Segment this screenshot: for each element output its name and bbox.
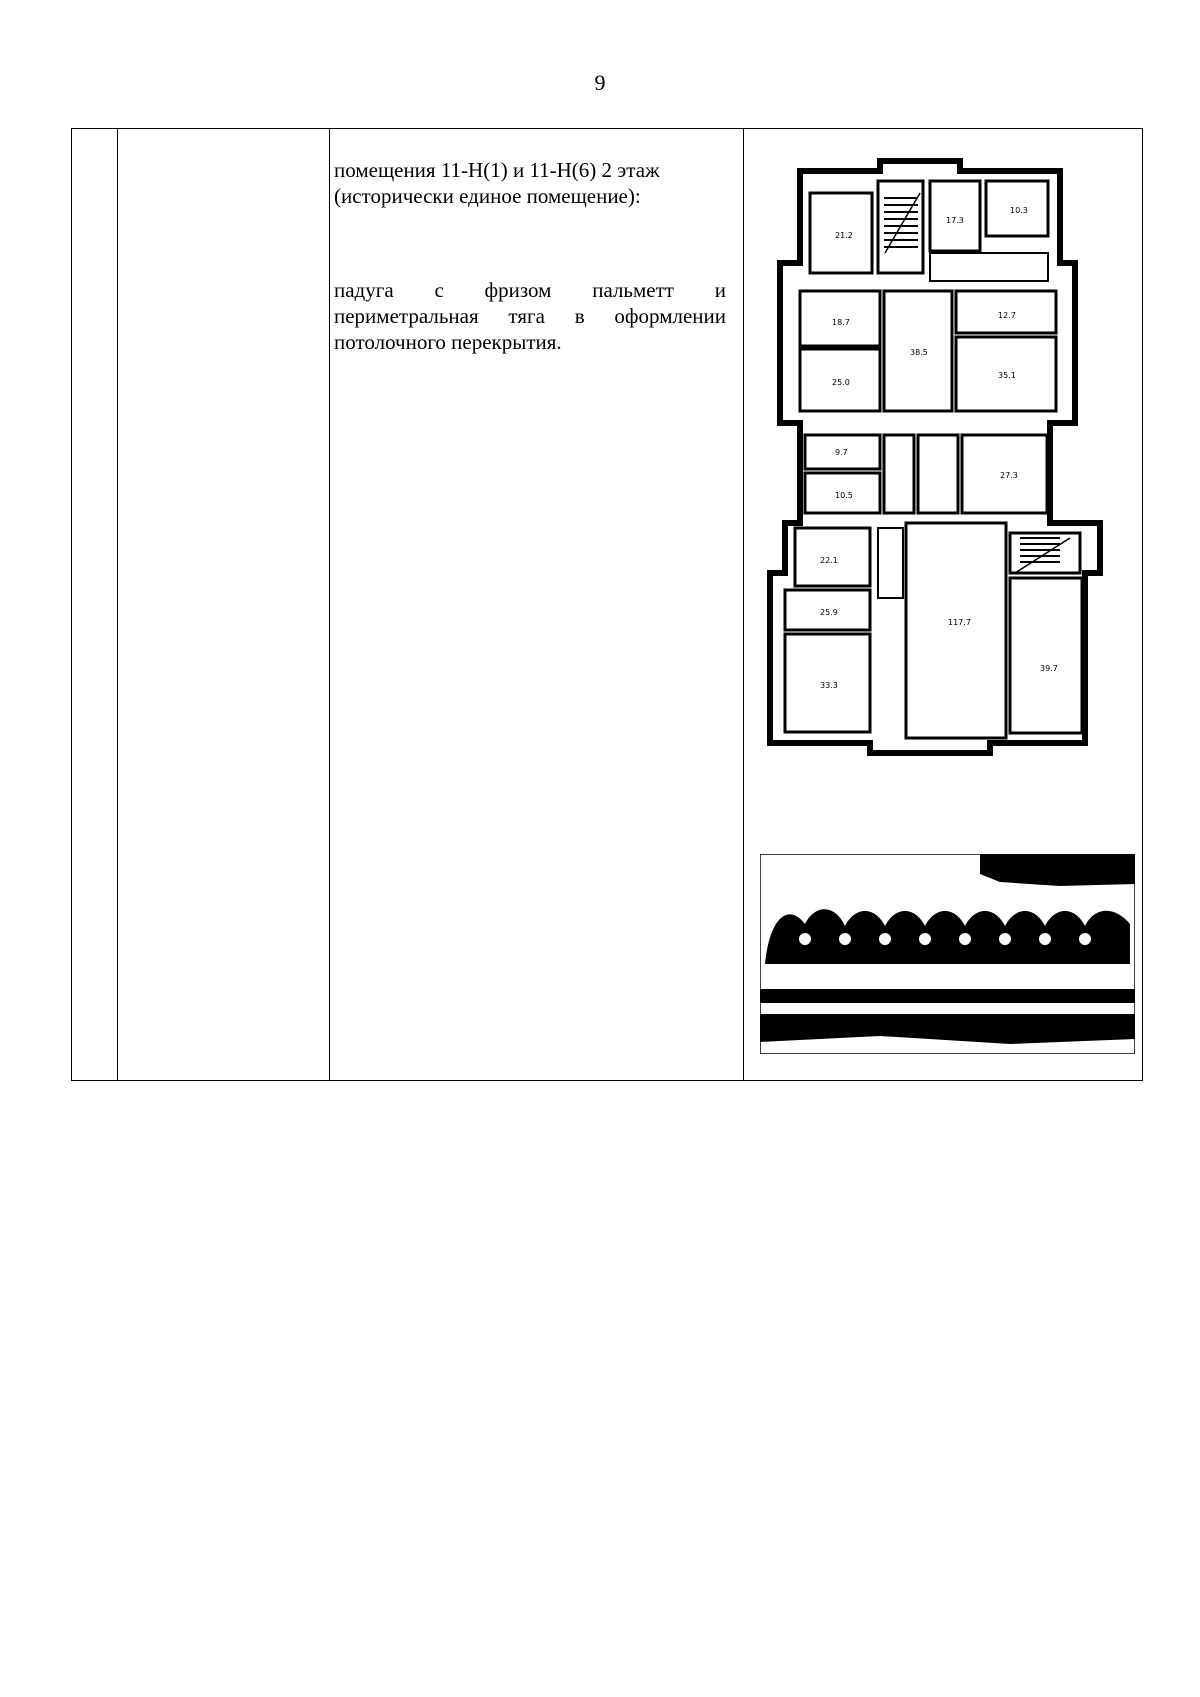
svg-text:9.7: 9.7 xyxy=(835,448,848,457)
svg-text:12.7: 12.7 xyxy=(998,311,1016,320)
table-column-divider xyxy=(117,129,118,1080)
description-cell xyxy=(334,157,726,355)
floor-plan-image xyxy=(760,153,1140,793)
images-cell xyxy=(750,129,1143,1080)
premises-heading: помещения 11-Н(1) и 11-Н(6) 2 этаж (исторически единое помещение): xyxy=(334,158,660,208)
table-column-divider xyxy=(329,129,330,1080)
table-column-divider xyxy=(743,129,744,1080)
svg-text:10.3: 10.3 xyxy=(1010,206,1028,215)
svg-text:10.5: 10.5 xyxy=(835,491,853,500)
svg-text:25.9: 25.9 xyxy=(820,608,838,617)
ceiling-description: падуга с фризом пальметт и периметральная тяга в оформлении потолочного перекрытия. xyxy=(334,278,726,354)
svg-text:21.2: 21.2 xyxy=(835,231,853,240)
svg-text:38.5: 38.5 xyxy=(910,348,928,357)
svg-text:35.1: 35.1 xyxy=(998,371,1016,380)
frieze-photo xyxy=(760,854,1135,1054)
document-table xyxy=(71,128,1143,1081)
svg-text:17.3: 17.3 xyxy=(946,216,964,225)
svg-text:39.7: 39.7 xyxy=(1040,664,1058,673)
svg-text:27.3: 27.3 xyxy=(1000,471,1018,480)
page-number: 9 xyxy=(594,70,606,95)
svg-text:18.7: 18.7 xyxy=(832,318,850,327)
svg-text:33.3: 33.3 xyxy=(820,681,838,690)
svg-text:22.1: 22.1 xyxy=(820,556,838,565)
svg-text:117.7: 117.7 xyxy=(948,618,971,627)
svg-text:25.0: 25.0 xyxy=(832,378,850,387)
